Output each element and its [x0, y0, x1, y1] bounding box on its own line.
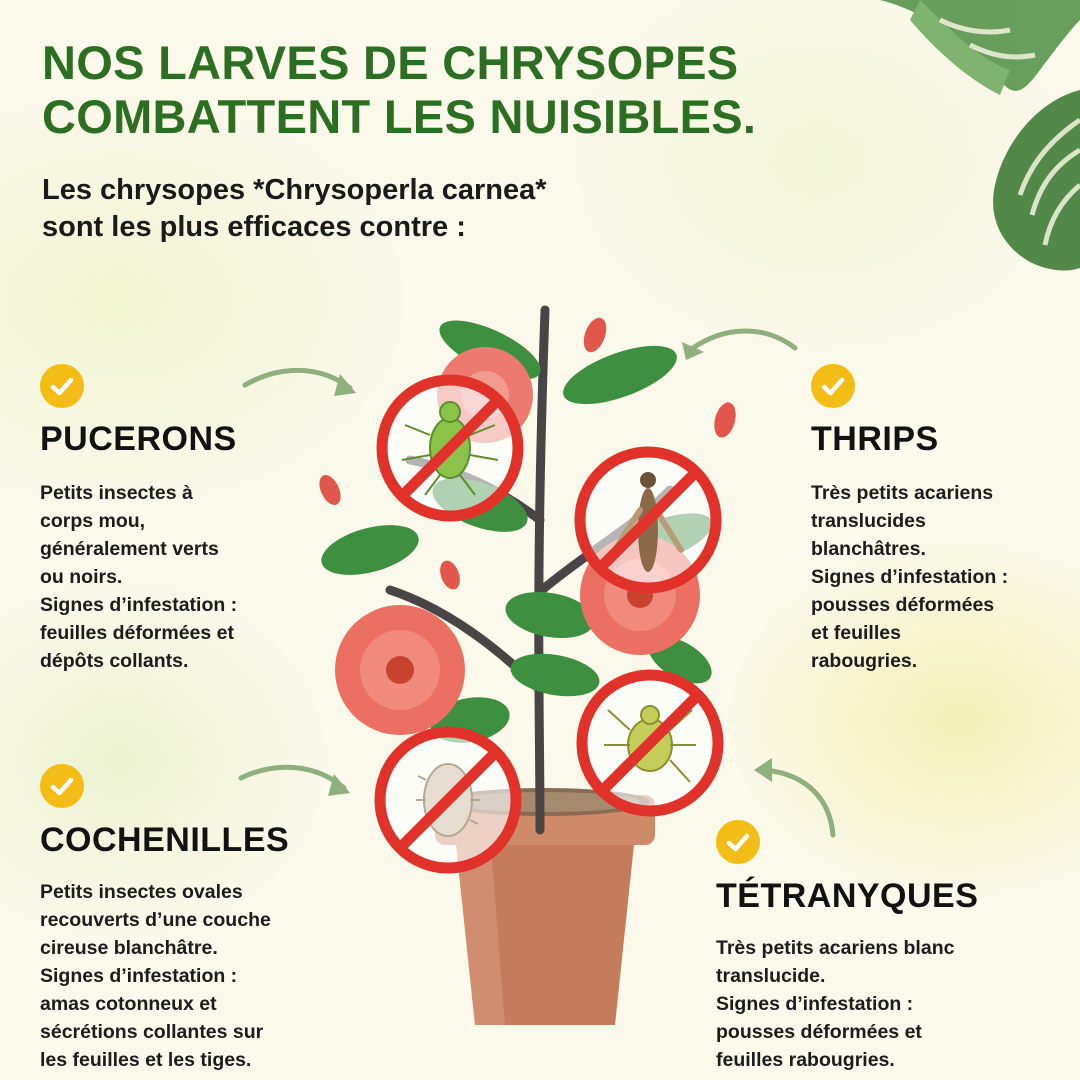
- desc-line: translucide.: [716, 965, 826, 987]
- desc-line: les feuilles et les tiges.: [40, 1049, 252, 1071]
- page-subtitle-line-2: sont les plus efficaces contre :: [42, 211, 466, 243]
- page-title-line-2: COMBATTENT LES NUISIBLES.: [42, 90, 757, 143]
- page-title-line-1: NOS LARVES DE CHRYSOPES: [42, 36, 739, 89]
- desc-line: blanchâtres.: [811, 538, 926, 560]
- desc-line: Petits insectes ovales: [40, 881, 243, 903]
- pest-name-tetranyques: TÉTRANYQUES: [716, 877, 979, 915]
- page-title: [42, 36, 756, 144]
- desc-line: rabougries.: [811, 650, 918, 672]
- desc-line: Très petits acariens blanc: [716, 937, 955, 959]
- desc-line: feuilles déformées et: [40, 622, 234, 644]
- no-sign-icon: [582, 675, 718, 811]
- pest-name-pucerons: PUCERONS: [40, 420, 237, 458]
- check-icon: [40, 764, 84, 808]
- desc-line: translucides: [811, 510, 926, 532]
- desc-line: Signes d’infestation :: [40, 594, 238, 616]
- pest-description-tetranyques: [716, 934, 954, 1074]
- desc-line: pousses déformées et: [716, 1021, 922, 1043]
- desc-line: recouverts d’une couche: [40, 909, 271, 931]
- page-subtitle: [42, 172, 547, 246]
- check-icon: [716, 820, 760, 864]
- desc-line: Très petits acariens: [811, 482, 994, 504]
- desc-line: ou noirs.: [40, 566, 123, 588]
- desc-line: et feuilles: [811, 622, 901, 644]
- desc-line: Petits insectes à: [40, 482, 193, 504]
- desc-line: corps mou,: [40, 510, 146, 532]
- check-icon: [811, 364, 855, 408]
- no-sign-icon: [382, 380, 518, 516]
- hibiscus-flower: [335, 605, 465, 735]
- desc-line: amas cotonneux et: [40, 993, 217, 1015]
- pest-description-thrips: [811, 479, 1008, 675]
- plant-pot-illustration: [290, 290, 790, 1040]
- desc-line: cireuse blanchâtre.: [40, 937, 218, 959]
- pest-description-cochenilles: [40, 878, 271, 1074]
- desc-line: Signes d’infestation :: [811, 566, 1009, 588]
- no-sign-icon: [580, 452, 716, 588]
- desc-line: pousses déformées: [811, 594, 995, 616]
- desc-line: dépôts collants.: [40, 650, 189, 672]
- pest-name-thrips: THRIPS: [811, 420, 939, 458]
- desc-line: généralement verts: [40, 538, 219, 560]
- desc-line: sécrétions collantes sur: [40, 1021, 264, 1043]
- no-sign-icon: [380, 732, 516, 868]
- desc-line: Signes d’infestation :: [40, 965, 238, 987]
- monstera-leaf-icon: [800, 0, 1080, 280]
- pest-description-pucerons: [40, 479, 237, 675]
- page-subtitle-line-1: Les chrysopes *Chrysoperla carnea*: [42, 174, 547, 206]
- desc-line: feuilles rabougries.: [716, 1049, 895, 1071]
- desc-line: Signes d’infestation :: [716, 993, 914, 1015]
- check-icon: [40, 364, 84, 408]
- pest-name-cochenilles: COCHENILLES: [40, 821, 290, 859]
